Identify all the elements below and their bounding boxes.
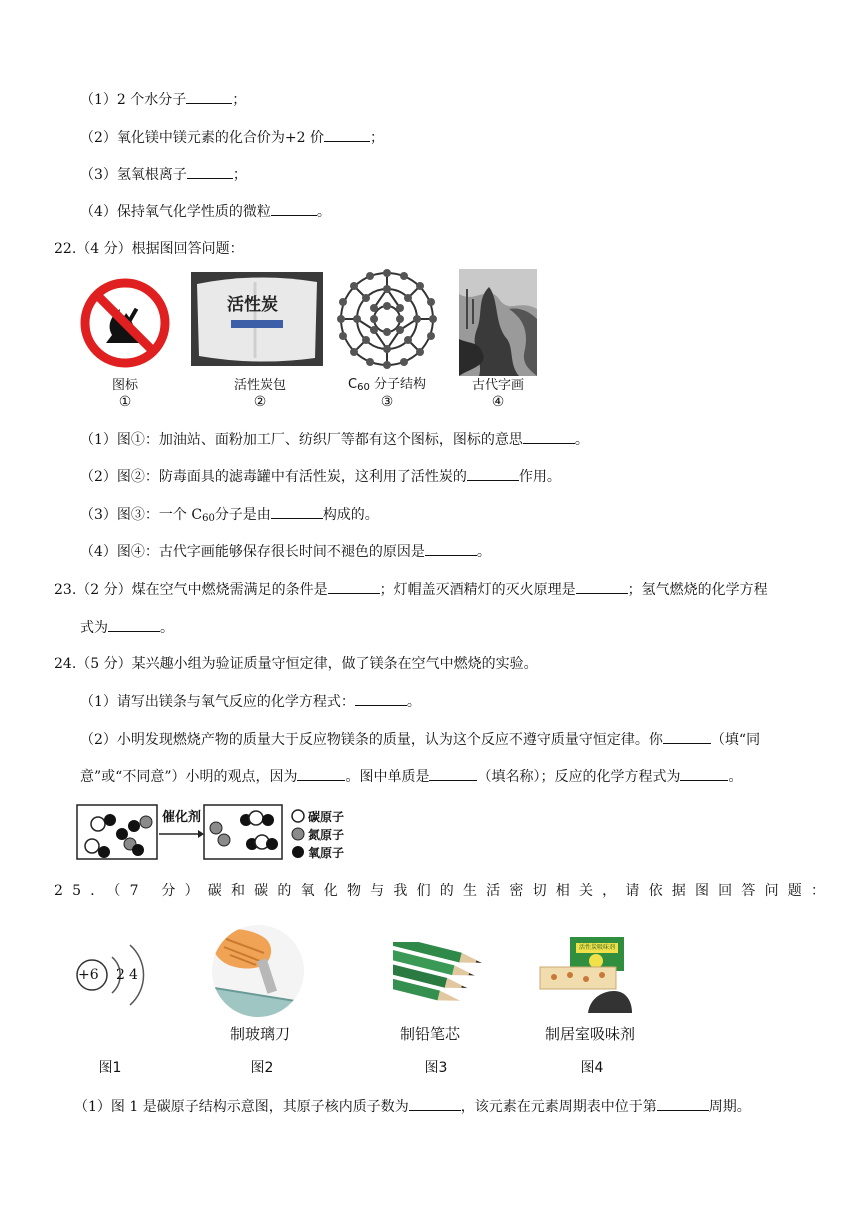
fig4-caption: 制居室吸味剂 bbox=[544, 1025, 635, 1043]
q22-item-2-end: 作用。 bbox=[518, 469, 561, 485]
q23-text-a: 23.（2 分）煤在空气中燃烧需满足的条件是 bbox=[54, 582, 328, 598]
q21-item-1-text: （1）2 个水分子 bbox=[80, 92, 187, 108]
q24-item-1 bbox=[80, 692, 421, 711]
image-4-number: ④ bbox=[491, 394, 505, 410]
image-2-caption: 活性炭包 bbox=[233, 378, 286, 393]
q21-item-2 bbox=[80, 128, 384, 147]
legend-oxygen: 氧原子 bbox=[308, 846, 345, 860]
image-3-number: ③ bbox=[380, 394, 394, 410]
q24-item-2-end: （填“同 bbox=[710, 732, 761, 748]
answer-blank[interactable] bbox=[663, 730, 711, 744]
q22-item-1 bbox=[80, 430, 589, 449]
q23-line-1 bbox=[54, 580, 768, 599]
q24-heading: 24.（5 分）某兴趣小组为验证质量守恒定律，做了镁条在空气中燃烧的实验。 bbox=[54, 656, 538, 672]
q24-item-3-end: 。 bbox=[728, 769, 743, 785]
answer-blank[interactable] bbox=[355, 692, 407, 706]
glass-cutter-icon bbox=[208, 925, 308, 1017]
q22-item-3-text: （3）图③：一个 C bbox=[80, 507, 203, 523]
answer-blank[interactable] bbox=[324, 128, 370, 142]
answer-blank[interactable] bbox=[429, 767, 477, 781]
answer-blank[interactable] bbox=[328, 580, 380, 594]
charcoal-bag-label: 活性炭 bbox=[227, 295, 278, 315]
c60-molecule-icon bbox=[333, 268, 441, 370]
image-4-caption: 古代字画 bbox=[471, 378, 524, 393]
q22-item-4-text: （4）图④：古代字画能够保存很长时间不褪色的原因是 bbox=[80, 544, 425, 560]
answer-blank[interactable] bbox=[271, 505, 323, 519]
q21-item-4 bbox=[80, 202, 331, 221]
atom-nucleus: +6 bbox=[78, 967, 99, 983]
q23-text-d: 式为 bbox=[80, 620, 108, 636]
answer-blank[interactable] bbox=[425, 542, 477, 556]
q22-item-4 bbox=[80, 542, 491, 561]
c60-rest: 分子结构 bbox=[373, 377, 426, 392]
q25-item-1-end: 周期。 bbox=[708, 1099, 751, 1115]
q24-item-1-end: 。 bbox=[406, 694, 421, 710]
fig4-label: 图4 bbox=[580, 1060, 604, 1076]
fig1-label: 图1 bbox=[98, 1060, 122, 1076]
answer-blank[interactable] bbox=[271, 202, 317, 216]
q23-text-e: 。 bbox=[160, 620, 174, 636]
answer-blank[interactable] bbox=[187, 165, 233, 179]
q22-item-1-end: 。 bbox=[574, 432, 589, 448]
q21-item-1 bbox=[80, 90, 246, 109]
legend-carbon: 碳原子 bbox=[308, 810, 345, 824]
q24-item-2 bbox=[80, 730, 760, 749]
q24-item-3 bbox=[80, 767, 742, 786]
no-fire-sign-icon bbox=[76, 277, 174, 369]
image-3-caption bbox=[333, 373, 441, 393]
answer-blank[interactable] bbox=[680, 767, 728, 781]
q21-item-2-text: （2）氧化镁中镁元素的化合价为+2 价 bbox=[80, 130, 324, 146]
image-2-number: ② bbox=[253, 394, 267, 410]
fig2-caption: 制玻璃刀 bbox=[229, 1025, 290, 1043]
image-1-number: ① bbox=[118, 394, 132, 410]
q24-item-3-mid: 。图中单质是 bbox=[345, 769, 430, 785]
q21-item-2-end: ； bbox=[370, 130, 384, 146]
catalyst-label: 催化剂 bbox=[162, 810, 202, 825]
image-1-caption: 图标 bbox=[111, 378, 138, 393]
q22-item-3-end: 构成的。 bbox=[322, 507, 379, 523]
q21-item-1-end: ； bbox=[232, 92, 247, 108]
pencils-icon bbox=[393, 942, 485, 1014]
reaction-diagram bbox=[76, 800, 366, 864]
charcoal-deodorizer-icon bbox=[538, 935, 636, 1015]
q22-item-3-sub: 60 bbox=[202, 513, 215, 524]
c60-sub: 60 bbox=[357, 382, 370, 393]
q21-item-3 bbox=[80, 165, 247, 184]
answer-blank[interactable] bbox=[108, 618, 160, 632]
legend-nitrogen: 氮原子 bbox=[308, 828, 345, 842]
fig3-label: 图3 bbox=[424, 1060, 448, 1076]
answer-blank[interactable] bbox=[186, 90, 232, 104]
diagram-legend bbox=[308, 808, 344, 862]
q25-item-1-text: （1）图 1 是碳原子结构示意图，其原子核内质子数为 bbox=[74, 1099, 409, 1115]
deodorizer-pack-label: 活性炭吸味剂 bbox=[578, 944, 615, 951]
q22-item-3-mid: 分子是由 bbox=[214, 507, 271, 523]
ancient-painting-icon bbox=[459, 269, 537, 376]
fig3-caption: 制铅笔芯 bbox=[399, 1025, 460, 1043]
q23-line-2 bbox=[80, 618, 174, 637]
answer-blank[interactable] bbox=[409, 1097, 461, 1111]
q25-item-1-mid: ，该元素在元素周期表中位于第 bbox=[460, 1099, 657, 1115]
charcoal-bag-icon bbox=[191, 272, 323, 366]
q22-item-1-text: （1）图①：加油站、面粉加工厂、纺织厂等都有这个图标，图标的意思 bbox=[80, 432, 523, 448]
q24-item-3-mid2: （填名称）；反应的化学方程式为 bbox=[477, 769, 681, 785]
q22-heading: 22.（4 分）根据图回答问题： bbox=[54, 241, 244, 257]
q24-item-2-text: （2）小明发现燃烧产物的质量大于反应物镁条的质量，认为这个反应不遵守质量守恒定律。你 bbox=[80, 732, 663, 748]
answer-blank[interactable] bbox=[467, 467, 519, 481]
q25-heading: 25．（7 分）碳和碳的氧化物与我们的生活密切相关，请依据图回答问题： bbox=[54, 883, 835, 899]
q23-text-b: ；灯帽盖灭酒精灯的灭火原理是 bbox=[379, 582, 576, 598]
atom-shell-2: 4 bbox=[129, 967, 138, 983]
answer-blank[interactable] bbox=[657, 1097, 709, 1111]
answer-blank[interactable] bbox=[297, 767, 345, 781]
q23-text-c: ；氢气燃烧的化学方程 bbox=[627, 582, 768, 598]
q24-item-3-text: 意”或“不同意”）小明的观点，因为 bbox=[80, 769, 298, 785]
fig2-label: 图2 bbox=[250, 1060, 274, 1076]
answer-blank[interactable] bbox=[576, 580, 628, 594]
answer-blank[interactable] bbox=[523, 430, 575, 444]
q21-item-3-text: （3）氢氧根离子 bbox=[80, 167, 187, 183]
q22-item-2-text: （2）图②：防毒面具的滤毒罐中有活性炭，这利用了活性炭的 bbox=[80, 469, 467, 485]
q22-item-3 bbox=[80, 505, 379, 528]
q22-item-4-end: 。 bbox=[476, 544, 491, 560]
q21-item-4-text: （4）保持氧气化学性质的微粒 bbox=[80, 204, 271, 220]
q21-item-3-end: ； bbox=[232, 167, 247, 183]
atom-shell-1: 2 bbox=[116, 967, 125, 983]
c60-c: C bbox=[348, 377, 358, 392]
q24-item-1-text: （1）请写出镁条与氧气反应的化学方程式： bbox=[80, 694, 355, 710]
q25-item-1 bbox=[74, 1097, 751, 1116]
q21-item-4-end: 。 bbox=[316, 204, 331, 220]
q22-item-2 bbox=[80, 467, 561, 486]
